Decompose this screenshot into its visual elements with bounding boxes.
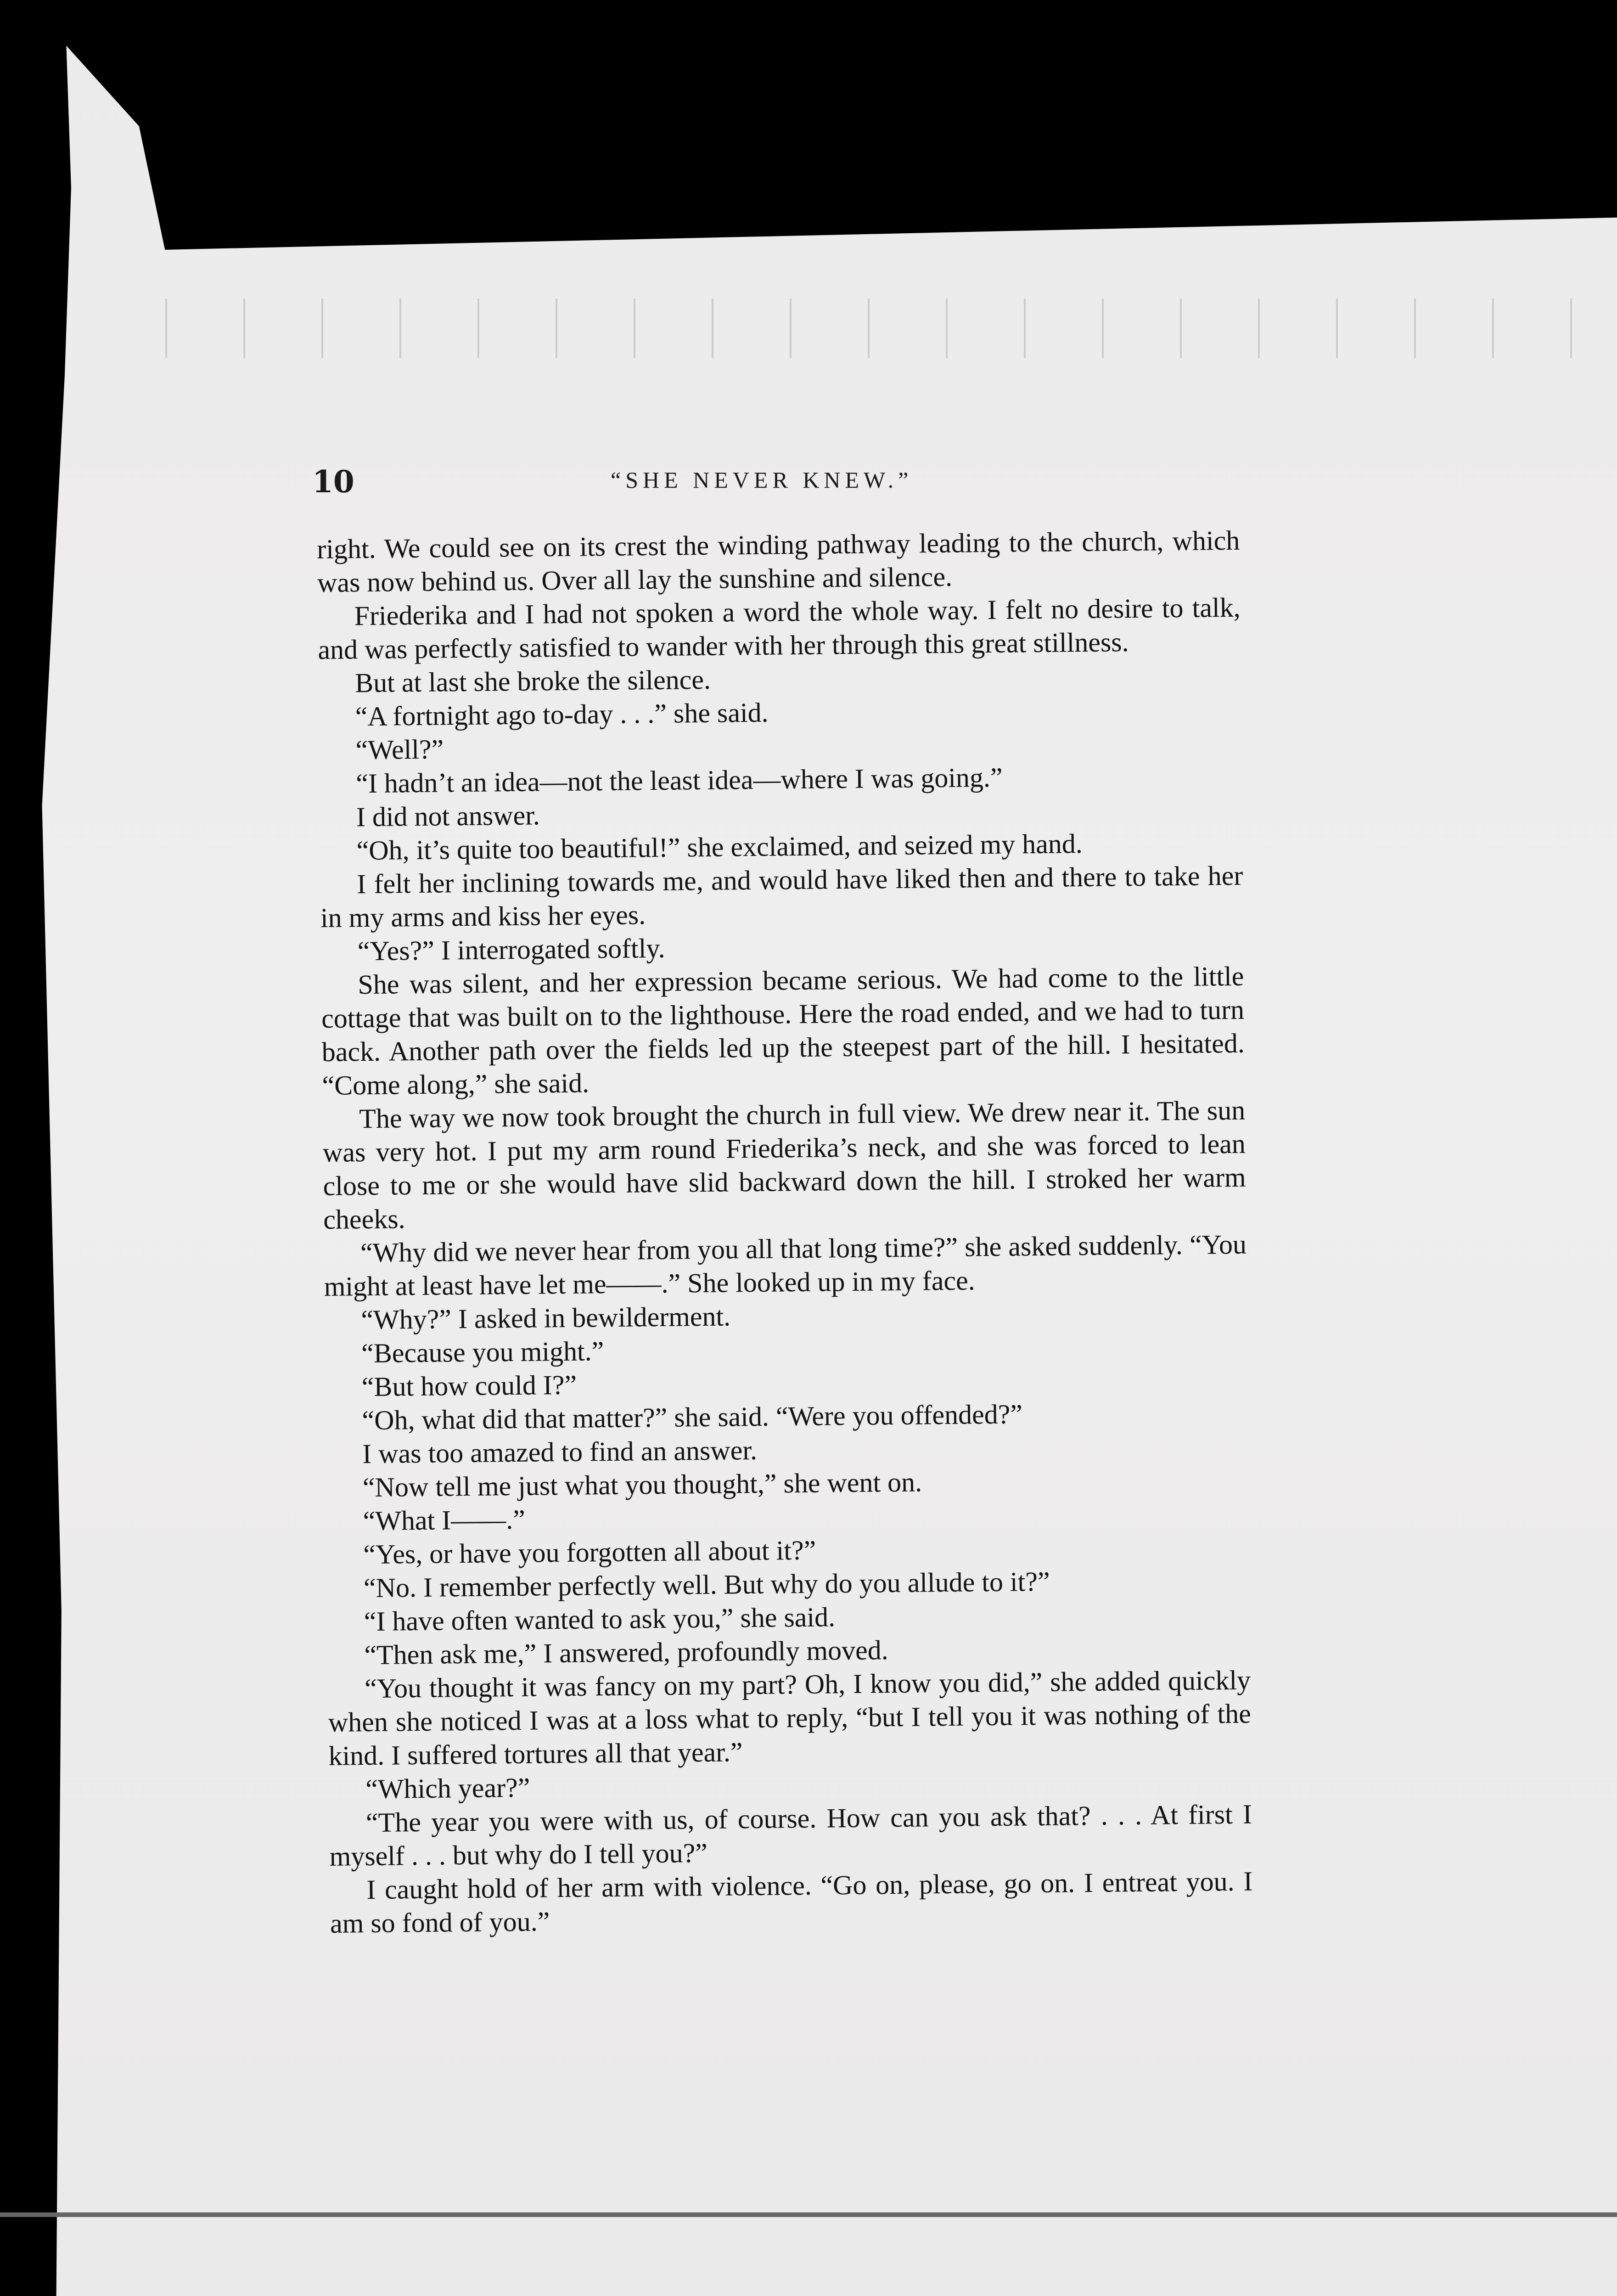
paragraph: But at last she broke the silence. bbox=[354, 664, 711, 698]
paragraph: “Yes, or have you forgotten all about it?” bbox=[363, 1535, 816, 1570]
paragraph: Friederika and I had not spoken a word the whole way. I felt no desire to talk, and was perfectly satisfied to wander with her through this great stillness. bbox=[318, 592, 1241, 665]
paragraph: I felt her inclining towards me, and would have liked then and there to take her in my arms and kiss her eyes. bbox=[320, 860, 1243, 933]
bottom-rule bbox=[0, 2212, 1617, 2217]
paragraph: “Why did we never hear from you all that long time?” she asked suddenly. “You might at least have let me——.” She looked up in my face. bbox=[324, 1229, 1247, 1302]
paragraph: “The year you were with us, of course. How can you ask that? . . . At first I myself . . . but why do I tell you?” bbox=[329, 1799, 1252, 1872]
paragraph: “Because you might.” bbox=[361, 1336, 604, 1369]
paragraph: “No. I remember perfectly well. But why do you allude to it?” bbox=[363, 1566, 1050, 1604]
paragraph: I caught hold of her arm with violence. “Go on, please, go on. I entreat you. I am so fond of you.” bbox=[330, 1866, 1253, 1939]
paragraph: I did not answer. bbox=[356, 800, 540, 833]
paragraph: “Then ask me,” I answered, profoundly moved. bbox=[364, 1635, 889, 1671]
paragraph: right. We could see on its crest the winding pathway leading to the church, which was now behind us. Over all lay the sunshine and silence. bbox=[317, 525, 1240, 598]
paragraph: “But how could I?” bbox=[361, 1369, 577, 1402]
paragraph: “You thought it was fancy on my part? Oh, I know you did,” she added quickly when she noticed I was at a loss what to reply, “but I tell you it was nothing of the kind. I suffered tortures all that year.” bbox=[328, 1665, 1252, 1771]
running-title: “SHE NEVER KNEW.” bbox=[611, 467, 913, 493]
paragraph: “Yes?” I interrogated softly. bbox=[357, 933, 665, 967]
paragraph: “Well?” bbox=[355, 734, 444, 765]
paragraph: The way we now took brought the church in full view. We drew near it. The sun was very hot. I put my arm round Friederika’s neck, and she was forced to lean close to me or she would have slid backward down the hill. I stroked her warm cheeks. bbox=[322, 1095, 1246, 1235]
body-text bbox=[317, 524, 1255, 2167]
paragraph: “I have often wanted to ask you,” she said. bbox=[364, 1602, 836, 1637]
scan-noise bbox=[138, 298, 1598, 358]
paragraph: She was silent, and her expression became serious. We had come to the little cottage that was built on to the lighthouse. Here the road ended, and we had to turn back. Another path over the fields led up the steepest part of the hill. I hesitated. “Come along,” she said. bbox=[321, 961, 1245, 1101]
paragraph: I was too amazed to find an answer. bbox=[362, 1435, 758, 1469]
paragraph: “A fortnight ago to-day . . .” she said. bbox=[355, 697, 769, 732]
paragraph: “Why?” I asked in bewilderment. bbox=[361, 1301, 731, 1335]
paragraph: “I hadn’t an idea—not the least idea—where I was going.” bbox=[355, 762, 1003, 799]
page-number: 10 bbox=[312, 464, 354, 500]
paragraph: “Which year?” bbox=[365, 1772, 530, 1805]
paragraph: “Now tell me just what you thought,” she went on. bbox=[362, 1467, 922, 1503]
paragraph: “What I——.” bbox=[363, 1504, 526, 1536]
paragraph: “Oh, it’s quite too beautiful!” she exclaimed, and seized my hand. bbox=[356, 828, 1083, 866]
paragraph: “Oh, what did that matter?” she said. “Were you offended?” bbox=[362, 1399, 1023, 1436]
